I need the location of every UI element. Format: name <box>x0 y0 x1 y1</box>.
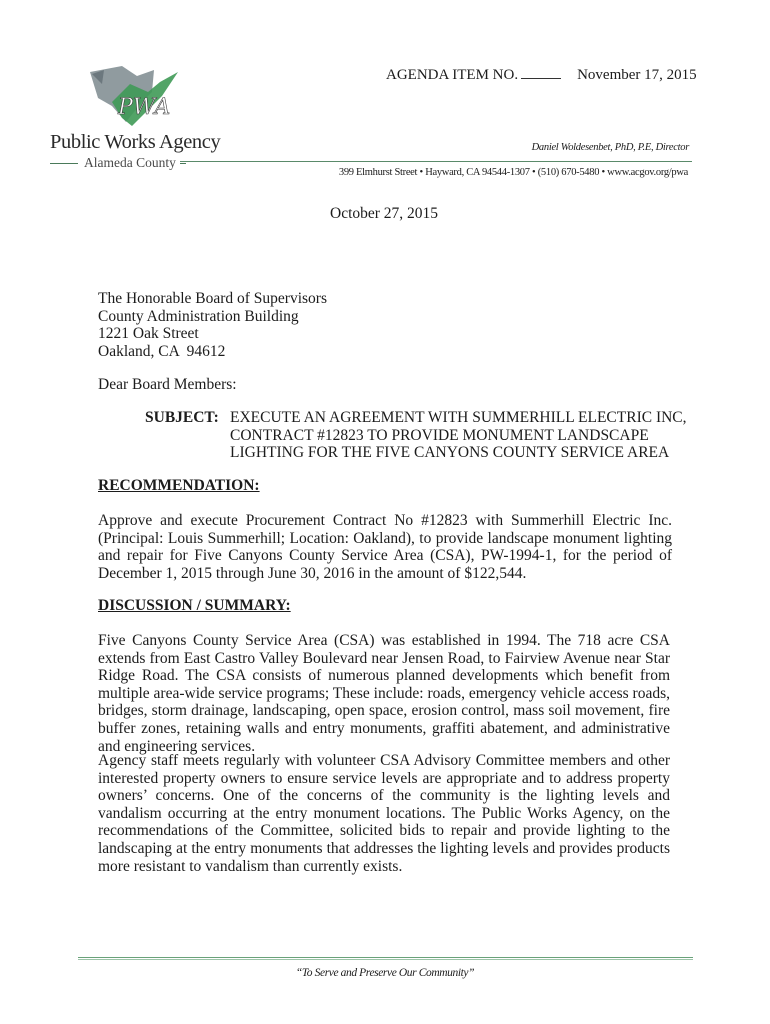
salutation: Dear Board Members: <box>98 376 237 393</box>
agenda-blank <box>521 66 561 79</box>
footer-rule <box>78 957 693 958</box>
recipient-line: The Honorable Board of Supervisors <box>98 290 328 307</box>
letter-date: October 27, 2015 <box>330 205 439 222</box>
county-label: Alameda County <box>84 155 176 170</box>
recipient-address <box>98 290 327 360</box>
footer-motto: “To Serve and Preserve Our Community” <box>295 967 475 979</box>
subject-line: CONTRACT #12823 TO PROVIDE MONUMENT LANDSCAPE <box>230 426 649 444</box>
subject-label: SUBJECT: <box>145 409 219 426</box>
svg-text:PWA: PWA <box>118 95 171 120</box>
subject-line: EXECUTE AN AGREEMENT WITH SUMMERHILL ELECTRIC INC, <box>230 409 687 426</box>
recommendation-heading: RECOMMENDATION: <box>98 477 260 494</box>
discussion-heading: DISCUSSION / SUMMARY: <box>98 597 291 614</box>
agenda-label: AGENDA ITEM NO. <box>386 67 519 83</box>
recipient-line: County Administration Building <box>98 307 299 325</box>
subject-lines <box>230 409 687 462</box>
agency-name: Public Works Agency <box>50 131 221 153</box>
agenda-date: November 17, 2015 <box>577 67 697 83</box>
subject-line: LIGHTING FOR THE FIVE CANYONS COUNTY SERVICE AREA <box>230 444 670 462</box>
director-name: Daniel Woldesenbet, PhD, P.E, Director <box>531 142 689 153</box>
recommendation-text: Approve and execute Procurement Contract No #12823 with Summerhill Electric Inc. (Principal: Louis Summerhill; Location: Oakland), to provide landscape monument lighting and repair for Five Canyons County Service Area (CSA), PW-1994-1, for the period of December 1, 2015 through June 30, 2016 in the amount of $122,544. <box>98 512 672 582</box>
recipient-line: 1221 Oak Street <box>98 325 199 343</box>
county-dash-left <box>50 163 78 164</box>
agency-address: 399 Elmhurst Street • Hayward, CA 94544-1307 • (510) 670-5480 • www.acgov.org/pwa <box>338 167 688 178</box>
recipient-line: Oakland, CA 94612 <box>98 342 226 360</box>
discussion-paragraph-1: Five Canyons County Service Area (CSA) was established in 1994. The 718 acre CSA extends from East Castro Valley Boulevard near Jensen Road, to Fairview Avenue near Star Ridge Road. The CSA consists of numerous planned developments which benefit from multiple area-wide service programs; These include: roads, emergency vehicle access roads, bridges, storm drainage, landscaping, open space, erosion control, mass soil movement, fire buffer zones, retaining walls and entry monuments, graffiti abatement, and administrative and engineering services. <box>98 632 670 755</box>
county-dash-right <box>180 163 186 164</box>
county-name <box>50 155 186 171</box>
agenda-line <box>386 66 697 84</box>
footer-rule-secondary <box>78 959 693 960</box>
agency-logo <box>82 62 182 142</box>
header-rule <box>180 161 692 162</box>
discussion-paragraph-2: Agency staff meets regularly with volunteer CSA Advisory Committee members and other interested property owners to ensure service levels are appropriate and to address property owners’ concerns. One of the concerns of the community is the lighting levels and vandalism occurring at the entry monument locations. The Public Works Agency, on the recommendations of the Committee, solicited bids to repair and provide lighting to the landscaping at the entry monuments that addresses the lighting levels and provides products more resistant to vandalism than currently exists. <box>98 752 670 875</box>
